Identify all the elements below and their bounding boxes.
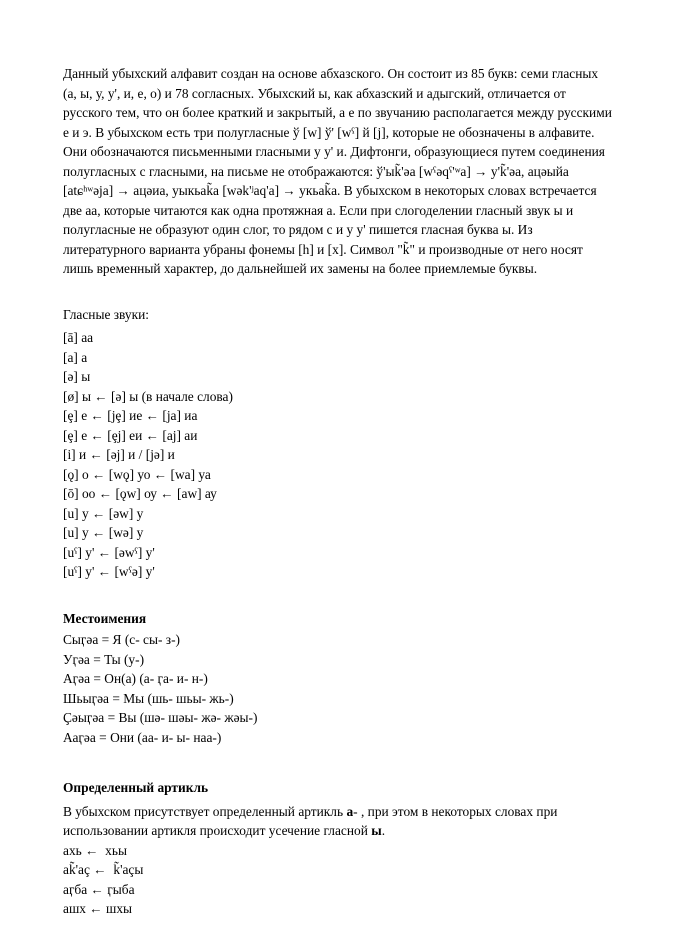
pronoun-line: Ҫәыӷәа = Вы (шә- шәы- жә- жәы-) — [63, 710, 258, 725]
vowel-line: [u] у ← [əw] у — [63, 505, 144, 521]
vowel-line: [ā] аа — [63, 330, 94, 345]
article-text-part3: . — [381, 823, 386, 838]
article-text-part2: - , при этом в некоторых словах при использовании артикля происходит усечение гласной — [63, 803, 558, 838]
vowel-line: [ȩ] е ← [ȩj] еи ← [aj] аи — [63, 427, 198, 443]
vowel-line: [uˤ] у' ← [əwˤ] у' — [63, 544, 155, 560]
intro-paragraph: Данный убыхский алфавит создан на основе абхазского. Он состоит из 85 букв: семи гласных (а, ы, у, у', и, е, о) и 78 согласных. Убыхский ы, как абхазский и адыгский, отличается от русского тем, что он более краткий и закрытый, а е по звучанию располагается между русскими е и э. В убыхском есть три полугласные ў [w] ў' [wˤ] й [j], которые не обозначены в алфавите. Они обозначаются письменными гласными у у' и. Дифтонги, образующиеся путем соединения полугласных с гласными, на письме не отображаются: ў'ыk̃'әа [wˤəqˤ'ʷa] → у'k̃'әа, ацәыйа [atɕʰʷəja] → ацәиа, уыкьаk̃а [wək'ʲaq'a] → укьаk̃а. В убыхском в некоторых словах встречается две аа, которые читаются как одна протяжная а. Если при слогоделении гласный звук ы и полугласные не образуют один слог, то рядом с и у у' пишется гласная буква ы. Из литературного варианта убраны фонемы [h] и [x]. Символ "k̃" и производные от него носят лишь временный характер, до дальнейшей их замены на более приемлемые буквы. — [63, 66, 612, 276]
article-example-line: ахь ← хьы — [63, 842, 127, 858]
vowel-list — [63, 328, 615, 582]
article-bold-a: а — [346, 803, 354, 819]
vowel-line: [ø] ы ← [ə] ы (в начале слова) — [63, 388, 233, 404]
vowels-heading: Гласные звуки: — [63, 306, 149, 322]
pronoun-line: Уӷәа = Ты (у-) — [63, 651, 145, 667]
pronoun-line: Сыӷәа = Я (с- сы- з-) — [63, 632, 180, 647]
definite-article-heading: Определенный артикль — [63, 780, 209, 795]
pronoun-line: Шьыӷәа = Мы (шь- шьы- жь-) — [63, 690, 234, 706]
vowel-line: [ə] ы — [63, 369, 91, 384]
pronouns-heading: Местоимения — [63, 610, 147, 626]
article-example-line: ашх ← шхы — [63, 901, 133, 916]
definite-article-paragraph — [63, 802, 615, 841]
vowel-line: [uˤ] у' ← [wˤə] у' — [63, 564, 155, 579]
article-example-line: аk̃'аç ← k̃'аçы — [63, 862, 144, 877]
pronoun-line: Аӷәа = Он(а) (а- ӷа- и- н-) — [63, 671, 208, 686]
vowel-line: [i] и ← [əj] и / [jə] и — [63, 447, 175, 462]
article-bold-y: ы — [371, 823, 382, 838]
vowel-line: [ȩ] е ← [jȩ] ие ← [ja] иа — [63, 408, 198, 423]
article-text-part1: В убыхском присутствует определенный артикль — [63, 803, 347, 819]
article-example-line: аӷба ← ӷыба — [63, 881, 135, 897]
article-example-list — [63, 841, 615, 919]
vowel-line: [ō] оо ← [ǫw] оу ← [aw] ау — [63, 486, 217, 501]
pronoun-list — [63, 630, 615, 747]
pronoun-line: Ааӷәа = Они (аа- и- ы- наа-) — [63, 729, 222, 745]
vowel-line: [u] у ← [wə] у — [63, 525, 144, 540]
vowel-line: [а] а — [63, 349, 88, 365]
vowel-line: [ǫ] о ← [wǫ] уо ← [wa] уа — [63, 466, 211, 482]
